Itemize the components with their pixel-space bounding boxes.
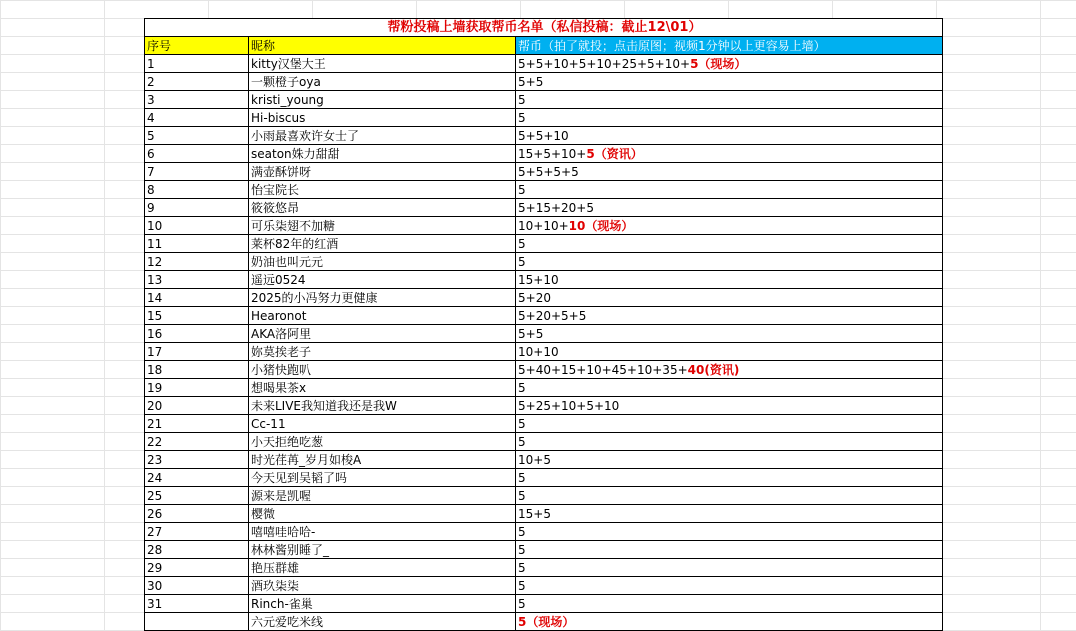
name-cell[interactable]: 时光荏苒_岁月如梭A [249,451,516,469]
seq-cell[interactable]: 2 [145,73,249,91]
name-cell[interactable]: AKA洛阿里 [249,325,516,343]
name-cell[interactable]: Cc-11 [249,415,516,433]
table-row [145,361,943,379]
coins-cell[interactable] [516,91,943,109]
coins-value: 10+10 [518,344,559,359]
coins-cell[interactable] [516,577,943,595]
seq-cell[interactable] [145,613,249,631]
header-name[interactable]: 昵称 [249,37,516,55]
coins-value: 10+10+ [518,218,569,233]
name-cell[interactable]: 樱微 [249,505,516,523]
table-row [145,505,943,523]
coins-cell[interactable] [516,307,943,325]
coins-cell[interactable] [516,343,943,361]
name-cell[interactable]: kristi_young [249,91,516,109]
coins-value: 15+10 [518,272,559,287]
table-row [145,145,943,163]
name-cell[interactable]: 奶油也叫元元 [249,253,516,271]
seq-cell[interactable]: 24 [145,469,249,487]
seq-cell[interactable]: 8 [145,181,249,199]
coins-value: 10+5 [518,452,551,467]
table-row [145,523,943,541]
seq-cell[interactable]: 11 [145,235,249,253]
header-row [145,37,943,55]
name-cell[interactable]: 嘻嘻哇哈哈- [249,523,516,541]
table-row [145,127,943,145]
header-coins[interactable]: 帮币（拍了就投；点击原图；视频1分钟以上更容易上墙） [516,37,943,55]
table-row [145,559,943,577]
table-row [145,541,943,559]
name-cell[interactable]: 酒玖柒柒 [249,577,516,595]
coins-cell[interactable] [516,325,943,343]
name-cell[interactable]: 源来是凯喔 [249,487,516,505]
coins-cell[interactable] [516,55,943,73]
name-cell[interactable]: 小雨最喜欢许女士了 [249,127,516,145]
coins-value: 5 [518,110,526,125]
coins-value: 5+40+15+10+45+10+35+ [518,362,688,377]
title-row [145,19,943,37]
coins-cell[interactable] [516,613,943,631]
coins-value: 5 [518,236,526,251]
coins-cell[interactable] [516,415,943,433]
seq-cell[interactable]: 20 [145,397,249,415]
name-cell[interactable]: 怡宝院长 [249,181,516,199]
coins-value: 5+25+10+5+10 [518,398,620,413]
coins-value: 5 [518,416,526,431]
seq-cell[interactable]: 27 [145,523,249,541]
seq-cell[interactable]: 7 [145,163,249,181]
table-row [145,289,943,307]
coins-value: 5+5 [518,74,544,89]
coins-cell[interactable] [516,361,943,379]
coins-value: 5+20 [518,290,551,305]
seq-cell[interactable]: 5 [145,127,249,145]
seq-cell[interactable]: 31 [145,595,249,613]
seq-cell[interactable]: 16 [145,325,249,343]
name-cell[interactable]: Hearonot [249,307,516,325]
coins-value: 5 [518,434,526,449]
name-cell[interactable]: 艳压群雄 [249,559,516,577]
seq-cell[interactable]: 3 [145,91,249,109]
table-body [145,19,943,631]
table-row [145,577,943,595]
coins-value: 5+15+20+5 [518,200,594,215]
table-row [145,73,943,91]
coins-cell[interactable] [516,163,943,181]
seq-cell[interactable]: 21 [145,415,249,433]
name-cell[interactable]: kitty汉堡大王 [249,55,516,73]
name-cell[interactable]: 一颗橙子oya [249,73,516,91]
coins-value: 5 [518,560,526,575]
coins-cell[interactable] [516,541,943,559]
coins-highlight: 5（现场） [690,56,747,71]
seq-cell[interactable]: 22 [145,433,249,451]
coins-value: 15+5 [518,506,551,521]
table-row [145,271,943,289]
table-row [145,307,943,325]
name-cell[interactable]: 小天拒绝吃葱 [249,433,516,451]
table-row [145,415,943,433]
coins-cell[interactable] [516,73,943,91]
coins-value: 5+20+5+5 [518,308,587,323]
coins-value: 5+5+10+5+10+25+5+10+ [518,56,691,71]
coins-cell[interactable] [516,469,943,487]
coins-cell[interactable] [516,181,943,199]
table-row [145,181,943,199]
table-row [145,397,943,415]
coins-value: 5 [518,380,526,395]
coins-cell[interactable] [516,379,943,397]
table-row [145,487,943,505]
name-cell[interactable]: 妳莫挨老子 [249,343,516,361]
coins-cell[interactable] [516,451,943,469]
coins-cell[interactable] [516,433,943,451]
name-cell[interactable]: 想喝果茶x [249,379,516,397]
seq-cell[interactable]: 18 [145,361,249,379]
coins-value: 5 [518,524,526,539]
table-row [145,55,943,73]
coins-value: 15+5+10+ [518,146,587,161]
coins-cell[interactable] [516,595,943,613]
coins-value: 5 [518,578,526,593]
name-cell[interactable]: 六元爱吃米线 [249,613,516,631]
table-row [145,343,943,361]
coins-cell[interactable] [516,109,943,127]
table-row [145,379,943,397]
coins-cell[interactable] [516,523,943,541]
coins-value: 5+5+5+5 [518,164,579,179]
name-cell[interactable]: Rinch-雀巢 [249,595,516,613]
table-row [145,235,943,253]
seq-cell[interactable]: 29 [145,559,249,577]
table-row [145,433,943,451]
coins-cell[interactable] [516,145,943,163]
coins-value: 5 [518,182,526,197]
seq-cell[interactable]: 19 [145,379,249,397]
seq-cell[interactable]: 25 [145,487,249,505]
name-cell[interactable]: 满壶酥饼呀 [249,163,516,181]
coins-cell[interactable] [516,505,943,523]
table-row [145,613,943,631]
coins-cell[interactable] [516,253,943,271]
seq-cell[interactable]: 13 [145,271,249,289]
name-cell[interactable]: 今天见到吴韬了吗 [249,469,516,487]
table-row [145,91,943,109]
table-row [145,199,943,217]
table-row [145,469,943,487]
table-row [145,595,943,613]
seq-cell[interactable]: 15 [145,307,249,325]
table-row [145,325,943,343]
seq-cell[interactable]: 14 [145,289,249,307]
table-row [145,451,943,469]
name-cell[interactable]: 遥远0524 [249,271,516,289]
header-seq[interactable]: 序号 [145,37,249,55]
table-row [145,253,943,271]
coins-value: 5 [518,254,526,269]
coins-cell[interactable] [516,235,943,253]
table-row [145,109,943,127]
coins-cell[interactable] [516,199,943,217]
coins-cell[interactable] [516,289,943,307]
seq-cell[interactable]: 17 [145,343,249,361]
coins-value: 5+5+10 [518,128,569,143]
coins-highlight: 5（现场） [518,614,575,629]
seq-cell[interactable]: 30 [145,577,249,595]
name-cell[interactable]: Hi-biscus [249,109,516,127]
seq-cell[interactable]: 4 [145,109,249,127]
seq-cell[interactable]: 23 [145,451,249,469]
name-cell[interactable]: 小猪快跑叭 [249,361,516,379]
coins-highlight: 40(资讯) [687,362,740,377]
seq-cell[interactable]: 26 [145,505,249,523]
coins-value: 5 [518,470,526,485]
coins-cell[interactable] [516,271,943,289]
coins-cell[interactable] [516,217,943,235]
coins-value: 5 [518,596,526,611]
coins-highlight: 10（现场） [568,218,634,233]
seq-cell[interactable]: 12 [145,253,249,271]
seq-cell[interactable]: 9 [145,199,249,217]
coins-value: 5+5 [518,326,544,341]
coins-value: 5 [518,542,526,557]
name-cell[interactable]: seaton姝力甜甜 [249,145,516,163]
name-cell[interactable]: 2025的小冯努力更健康 [249,289,516,307]
coins-cell[interactable] [516,487,943,505]
coins-cell[interactable] [516,559,943,577]
name-cell[interactable]: 可乐柒翅不加糖 [249,217,516,235]
name-cell[interactable]: 林林酱别睡了_ [249,541,516,559]
table-row [145,217,943,235]
seq-cell[interactable]: 6 [145,145,249,163]
coins-value: 5 [518,488,526,503]
name-cell[interactable]: 莱杯82年的红酒 [249,235,516,253]
coins-cell[interactable] [516,127,943,145]
coins-value: 5 [518,92,526,107]
seq-cell[interactable]: 1 [145,55,249,73]
seq-cell[interactable]: 10 [145,217,249,235]
coins-highlight: 5（资讯） [586,146,643,161]
coins-cell[interactable] [516,397,943,415]
name-cell[interactable]: 筱筱悠昂 [249,199,516,217]
spreadsheet-table [144,18,943,631]
sheet-title[interactable]: 帮粉投稿上墙获取帮币名单（私信投稿：截止12\01） [145,19,943,37]
name-cell[interactable]: 未来LIVE我知道我还是我W [249,397,516,415]
seq-cell[interactable]: 28 [145,541,249,559]
table-row [145,163,943,181]
